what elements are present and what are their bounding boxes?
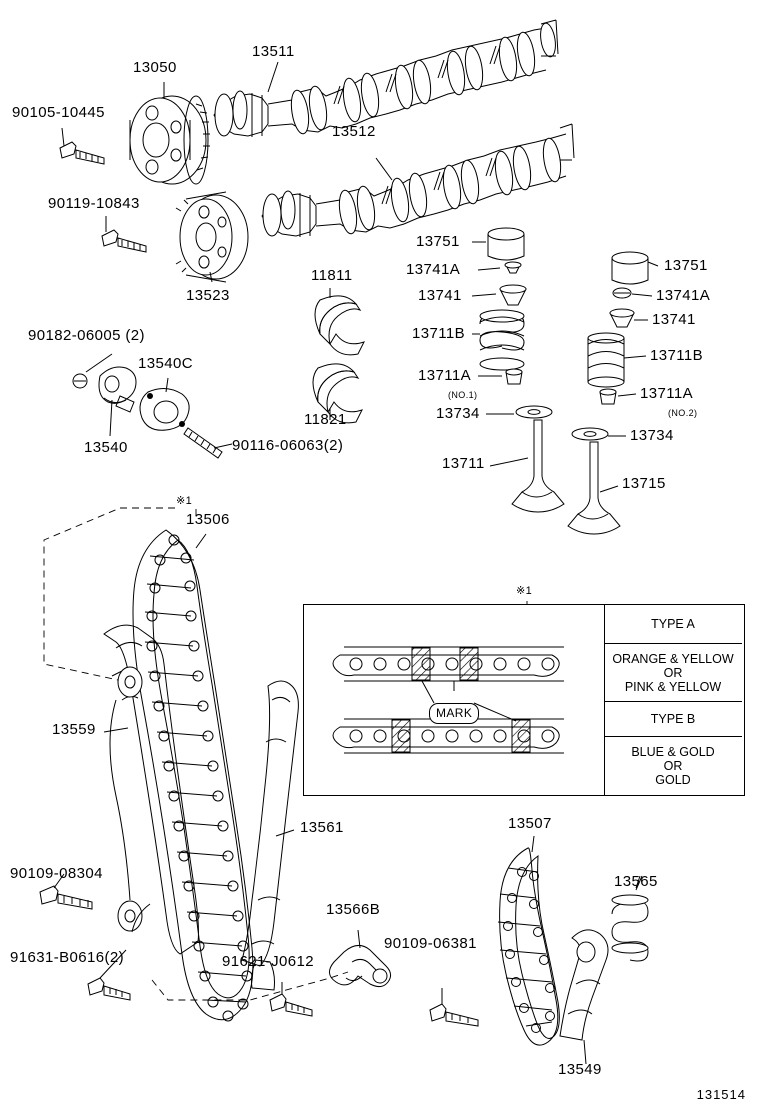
label-13711: 13711 bbox=[442, 455, 485, 472]
label-11821: 11821 bbox=[304, 411, 347, 428]
label-13565: 13565 bbox=[614, 873, 658, 890]
label-no1: (NO.1) bbox=[448, 390, 478, 400]
mark-color-b-line2: OR bbox=[663, 759, 683, 774]
part-13741A-b bbox=[613, 288, 631, 298]
label-13741A-b: 13741A bbox=[656, 287, 711, 304]
mark-table-row-type-a bbox=[604, 605, 742, 644]
label-90182-06005: 90182-06005 (2) bbox=[28, 327, 145, 344]
label-13512: 13512 bbox=[332, 123, 376, 140]
note-dash-bottom bbox=[152, 972, 348, 1000]
part-13741A-a bbox=[505, 262, 521, 273]
chain-mark-illustration bbox=[304, 605, 604, 795]
part-13741-a bbox=[500, 285, 526, 305]
label-13715: 13715 bbox=[622, 475, 666, 492]
part-13540C bbox=[140, 388, 189, 430]
mark-table-row-colors-a bbox=[604, 644, 742, 703]
label-13741A-a: 13741A bbox=[406, 261, 461, 278]
label-13711B-b: 13711B bbox=[650, 347, 704, 364]
label-13751-a: 13751 bbox=[416, 233, 460, 250]
label-13507: 13507 bbox=[508, 815, 552, 832]
label-13711B-a: 13711B bbox=[412, 325, 466, 342]
mark-color-a-line3: PINK & YELLOW bbox=[624, 679, 722, 694]
label-13734-a: 13734 bbox=[436, 405, 480, 422]
label-91621-J0612: 91621-J0612 bbox=[222, 953, 314, 970]
label-13559: 13559 bbox=[52, 721, 96, 738]
part-13734-b bbox=[572, 428, 608, 440]
part-13507-chain bbox=[498, 848, 559, 1045]
label-13050: 13050 bbox=[133, 59, 177, 76]
mark-table-row-type-b bbox=[604, 702, 742, 737]
part-13549-arm bbox=[560, 930, 608, 1040]
label-13741-b: 13741 bbox=[652, 311, 696, 328]
part-13566B bbox=[329, 945, 390, 986]
label-13741-a: 13741 bbox=[418, 287, 462, 304]
mark-table-row-colors-b bbox=[604, 737, 742, 795]
label-13511: 13511 bbox=[252, 43, 295, 60]
mark-color-b-line1: BLUE & GOLD bbox=[631, 745, 715, 760]
label-13566B: 13566B bbox=[326, 901, 381, 918]
mark-table-type-a-label: TYPE A bbox=[651, 616, 695, 631]
part-91631-B0616 bbox=[88, 978, 130, 1000]
part-13751-b bbox=[612, 252, 648, 284]
part-11811 bbox=[315, 296, 364, 355]
part-90109-06381 bbox=[430, 1004, 478, 1026]
drawing-code: 131514 bbox=[696, 1087, 746, 1102]
mark-color-a-line2: OR bbox=[663, 665, 683, 680]
mark-color-b-line3: GOLD bbox=[655, 773, 691, 788]
part-13741-b bbox=[610, 309, 634, 327]
part-13734-a bbox=[516, 406, 552, 418]
label-13561: 13561 bbox=[300, 819, 344, 836]
label-13734-b: 13734 bbox=[630, 427, 674, 444]
label-13751-b: 13751 bbox=[664, 257, 708, 274]
part-13540 bbox=[73, 367, 136, 412]
label-13540C: 13540C bbox=[138, 355, 193, 372]
part-13523 bbox=[176, 192, 248, 282]
camshaft-13512 bbox=[262, 124, 574, 237]
part-90109-08304 bbox=[40, 886, 92, 909]
part-13711A-b bbox=[600, 389, 616, 404]
note-mark-1: ※1 bbox=[176, 495, 193, 507]
mark-color-a-line1: ORANGE & YELLOW bbox=[612, 651, 734, 666]
label-91631-B0616: 91631-B0616(2) bbox=[10, 949, 125, 966]
mark-table-type-b-label: TYPE B bbox=[650, 712, 696, 727]
chain-mark-callout: MARK bbox=[429, 703, 479, 724]
label-13506: 13506 bbox=[186, 511, 230, 528]
note-mark-2: ※1 bbox=[516, 585, 533, 597]
part-90119-10843 bbox=[102, 230, 146, 252]
label-13523: 13523 bbox=[186, 287, 230, 304]
label-11811: 11811 bbox=[311, 267, 353, 284]
part-13711A-a bbox=[506, 369, 522, 384]
label-13711A-b: 13711A bbox=[640, 385, 694, 402]
chain-mark-detail-box bbox=[303, 604, 745, 796]
part-13506-chain bbox=[133, 530, 253, 1021]
part-13050 bbox=[130, 96, 210, 184]
label-no2: (NO.2) bbox=[668, 408, 698, 418]
part-13711B-a bbox=[480, 310, 524, 370]
part-90105-10445 bbox=[60, 142, 104, 164]
part-90116-06063 bbox=[184, 428, 222, 458]
label-90105-10445: 90105-10445 bbox=[12, 104, 105, 121]
label-13540: 13540 bbox=[84, 439, 128, 456]
part-13751-a bbox=[488, 228, 524, 260]
part-91621-J0612 bbox=[270, 994, 312, 1016]
label-90109-08304: 90109-08304 bbox=[10, 865, 103, 882]
label-90109-06381: 90109-06381 bbox=[384, 935, 477, 952]
camshaft-13511 bbox=[214, 20, 558, 140]
label-90116-06063: 90116-06063(2) bbox=[232, 437, 344, 454]
label-90119-10843: 90119-10843 bbox=[48, 195, 140, 212]
part-13711B-b bbox=[588, 333, 624, 387]
label-13711A-a: 13711A bbox=[418, 367, 472, 384]
part-13711-valve bbox=[512, 420, 564, 512]
part-13561-slipper bbox=[242, 681, 298, 990]
label-13549: 13549 bbox=[558, 1061, 602, 1078]
